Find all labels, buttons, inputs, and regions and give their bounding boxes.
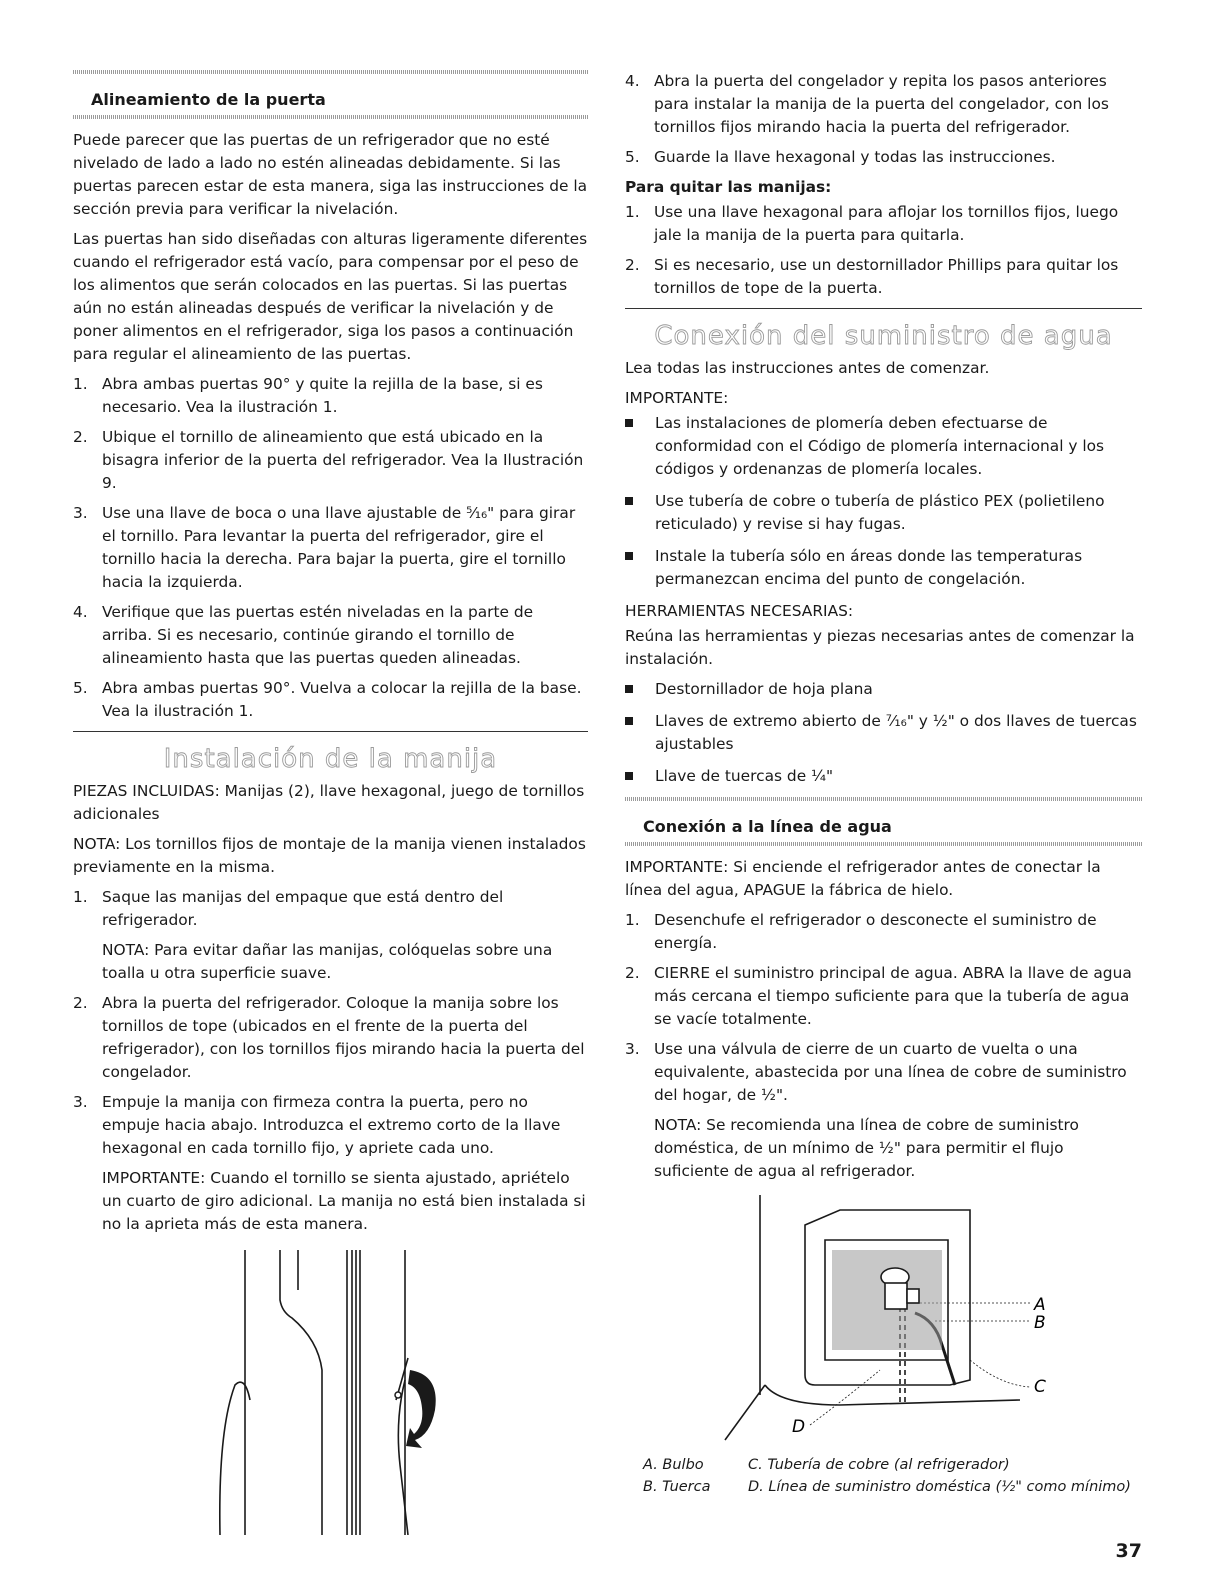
step-number: 2. [625, 964, 640, 982]
handle-install-steps-continued [625, 70, 1142, 169]
step-number: 2. [73, 428, 88, 446]
step-number: 1. [625, 203, 640, 221]
item-text: Instale la tubería sólo en áreas donde las temperaturas permanezcan encima del punto de congelación. [655, 547, 1083, 588]
list-item [625, 710, 1142, 756]
item-text: Llave de tuercas de ¼" [655, 767, 834, 785]
step-number: 3. [73, 1093, 88, 1111]
list-item [73, 502, 588, 594]
step-number: 1. [73, 375, 88, 393]
step-number: 2. [73, 994, 88, 1012]
step-text: CIERRE el suministro principal de agua. ABRA la llave de agua más cercana el tiempo suficiente para que la tubería de agua se vacíe totalmente. [654, 964, 1132, 1028]
water-intro: Lea todas las instrucciones antes de comenzar. [625, 359, 990, 377]
bullet-icon [625, 685, 633, 693]
water-connection-illustration [720, 1195, 1065, 1450]
handle-illustration [210, 1250, 470, 1535]
water-line-important [625, 856, 1142, 902]
callout-d: D [792, 1417, 806, 1437]
water-line-heading-block [625, 797, 1142, 846]
note-text: Se recomienda una línea de cobre de suministro doméstica, de un mínimo de ½" para permitir el flujo suficiente de agua al refrigerador. [654, 1116, 1079, 1180]
item-text: Llaves de extremo abierto de ⁷⁄₁₆" y ½" o dos llaves de tuercas ajustables [655, 712, 1137, 753]
step-important [102, 1167, 588, 1236]
door-alignment-steps [73, 373, 588, 723]
note-label: NOTA: [73, 835, 121, 853]
step-text: Ubique el tornillo de alineamiento que está ubicado en la bisagra inferior de la puerta del refrigerador. Vea la Ilustración 9. [102, 428, 584, 492]
step-text: Saque las manijas del empaque que está dentro del refrigerador. [102, 888, 504, 929]
important-text: Si enciende el refrigerador antes de conectar la línea del agua, APAGUE la fábrica de hielo. [625, 858, 1101, 899]
list-item [73, 677, 588, 723]
water-line-heading: Conexión a la línea de agua [643, 817, 892, 836]
leader-d [810, 1370, 880, 1425]
list-item [625, 70, 1142, 139]
valve-body [885, 1283, 907, 1309]
important-heading: IMPORTANTE: [625, 389, 729, 407]
list-item [625, 909, 1142, 955]
step-number: 3. [625, 1040, 640, 1058]
step-note [102, 939, 588, 985]
remove-handles-steps [625, 201, 1142, 300]
step-text: Abra ambas puertas 90°. Vuelva a colocar la rejilla de la base. Vea la ilustración 1. [102, 679, 582, 720]
important-text: Cuando el tornillo se sienta ajustado, apriételo un cuarto de giro adicional. La manija no está bien instalada si no la aprieta más de esta manera. [102, 1169, 586, 1233]
step-text: Use una llave hexagonal para aflojar los tornillos fijos, luego jale la manija de la puerta para quitarla. [654, 203, 1119, 244]
section-divider [73, 731, 588, 732]
legend-b: B. Tuerca [643, 1479, 711, 1495]
step-text: Abra ambas puertas 90° y quite la rejilla de la base, si es necesario. Vea la ilustración 1. [102, 375, 543, 416]
step-note [654, 1114, 1142, 1183]
door-alignment-heading-block [73, 70, 588, 119]
list-item [625, 254, 1142, 300]
section-divider [625, 308, 1142, 309]
valve-nut [907, 1289, 919, 1303]
list-item [73, 1091, 588, 1236]
right-column [625, 70, 1142, 1190]
callout-c: C [1034, 1377, 1046, 1397]
bullet-icon [625, 552, 633, 560]
handle-note [73, 833, 588, 879]
important-list [625, 412, 1142, 591]
handle-install-steps [73, 886, 588, 1236]
water-supply-title: Conexión del suministro de agua [654, 321, 1113, 351]
legend-d: D. Línea de suministro doméstica (½" como mínimo) [748, 1479, 1131, 1495]
left-column [73, 70, 588, 1243]
important-label: IMPORTANTE: [625, 858, 729, 876]
page-number: 37 [1115, 1540, 1142, 1562]
note-label: NOTA: [102, 941, 150, 959]
step-number: 5. [73, 679, 88, 697]
step-text: Desenchufe el refrigerador o desconecte el suministro de energía. [654, 911, 1097, 952]
door-alignment-heading: Alineamiento de la puerta [91, 90, 326, 109]
note-text: Los tornillos fijos de montaje de la manija vienen instalados previamente en la misma. [73, 835, 586, 876]
bullet-icon [625, 772, 633, 780]
leader-c [970, 1360, 1030, 1387]
dotted-rule [73, 115, 588, 119]
handle-install-title: Instalación de la manija [163, 744, 498, 774]
tools-intro: Reúna las herramientas y piezas necesarias antes de comenzar la instalación. [625, 627, 1135, 668]
step-text: Use una válvula de cierre de un cuarto de vuelta o una equivalente, abastecida por una línea de cobre de suministro del hogar, de ½". [654, 1040, 1127, 1104]
list-item [625, 490, 1142, 536]
list-item [625, 1038, 1142, 1183]
item-text: Las instalaciones de plomería deben efectuarse de conformidad con el Código de plomería internacional y los códigos y ordenanzas de plomería locales. [655, 414, 1105, 478]
list-item [625, 146, 1142, 169]
step-number: 1. [625, 911, 640, 929]
legend-c: C. Tubería de cobre (al refrigerador) [748, 1457, 1010, 1473]
bullet-icon [625, 717, 633, 725]
bullet-icon [625, 419, 633, 427]
parts-text: Manijas (2), llave hexagonal, juego de tornillos adicionales [73, 782, 585, 823]
bullet-icon [625, 497, 633, 505]
list-item [73, 373, 588, 419]
step-text: Empuje la manija con firmeza contra la puerta, pero no empuje hacia abajo. Introduzca el extremo corto de la llave hexagonal en cada tornillo fijo, y apriete cada uno. [102, 1093, 561, 1157]
step-text: Si es necesario, use un destornillador Phillips para quitar los tornillos de tope de la puerta. [654, 256, 1119, 297]
step-text: Verifique que las puertas estén niveladas en la parte de arriba. Si es necesario, continúe girando el tornillo de alineamiento hasta que las puertas queden alineadas. [102, 603, 534, 667]
step-text: Abra la puerta del congelador y repita los pasos anteriores para instalar la manija de la puerta del congelador, con los tornillos fijos mirando hacia la puerta del refrigerador. [654, 72, 1109, 136]
callout-b: B [1034, 1313, 1046, 1333]
list-item [73, 426, 588, 495]
remove-handles-heading: Para quitar las manijas: [625, 178, 832, 196]
tools-list [625, 678, 1142, 788]
step-number: 1. [73, 888, 88, 906]
list-item [73, 992, 588, 1084]
list-item [73, 601, 588, 670]
floor-line [725, 1385, 1020, 1440]
callout-a: A [1034, 1295, 1046, 1315]
important-label: IMPORTANTE: [102, 1169, 206, 1187]
item-text: Destornillador de hoja plana [655, 680, 873, 698]
door-alignment-paragraph-1: Puede parecer que las puertas de un refrigerador que no esté nivelado de lado a lado no estén alineadas debidamente. Si las puertas parecen estar de esta manera, siga las instrucciones de la sección previa para verificar la nivelación. [73, 131, 588, 218]
list-item [73, 886, 588, 985]
step-number: 4. [73, 603, 88, 621]
parts-included [73, 780, 588, 826]
step-text: Abra la puerta del refrigerador. Coloque la manija sobre los tornillos de tope (ubicados en el frente de la puerta del refrigerador), con los tornillos fijos mirando hacia la puerta del congelador. [102, 994, 585, 1081]
rotation-arrow-icon [406, 1370, 436, 1448]
handle-body [398, 1380, 408, 1535]
handle-outline [280, 1250, 322, 1535]
door-alignment-paragraph-2: Las puertas han sido diseñadas con alturas ligeramente diferentes cuando el refrigerador está vacío, para compensar por el peso de los alimentos que serán colocados en las puertas. Si las puertas aún no están alineadas después de verificar la nivelación y de poner alimentos en el refrigerador, siga los pasos a continuación para regular el alineamiento de las puertas. [73, 230, 588, 363]
list-item [625, 678, 1142, 701]
item-text: Use tubería de cobre o tubería de plástico PEX (polietileno reticulado) y revise si hay fugas. [655, 492, 1105, 533]
note-label: NOTA: [654, 1116, 702, 1134]
door-gap-line [347, 1250, 360, 1535]
step-text: Use una llave de boca o una llave ajustable de ⁵⁄₁₆" para girar el tornillo. Para levantar la puerta del refrigerador, gire el tornillo hacia la derecha. Para bajar la puerta, gire el tornillo hacia la izquierda. [102, 504, 576, 591]
list-item [625, 765, 1142, 788]
list-item [625, 962, 1142, 1031]
parts-label: PIEZAS INCLUIDAS: [73, 782, 220, 800]
tools-heading: HERRAMIENTAS NECESARIAS: [625, 602, 854, 620]
step-number: 4. [625, 72, 640, 90]
set-screw [395, 1392, 401, 1398]
step-number: 5. [625, 148, 640, 166]
dotted-rule [625, 842, 1142, 846]
step-text: Guarde la llave hexagonal y todas las instrucciones. [654, 148, 1056, 166]
step-number: 2. [625, 256, 640, 274]
step-number: 3. [73, 504, 88, 522]
legend-a: A. Bulbo [643, 1457, 704, 1473]
list-item [625, 201, 1142, 247]
water-line-steps [625, 909, 1142, 1183]
list-item [625, 412, 1142, 481]
list-item [625, 545, 1142, 591]
note-text: Para evitar dañar las manijas, colóquelas sobre una toalla u otra superficie suave. [102, 941, 553, 982]
